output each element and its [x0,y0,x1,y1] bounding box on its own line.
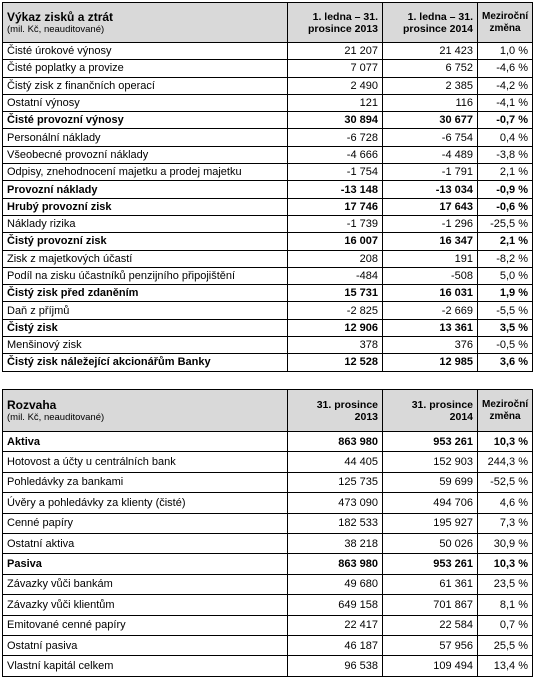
change-percent: -52,5 % [478,472,533,492]
change-percent: 244,3 % [478,452,533,472]
value-2013: 863 980 [288,554,383,574]
value-2013: 17 746 [288,198,383,215]
value-2014: -1 791 [383,164,478,181]
change-percent: 0,4 % [478,129,533,146]
value-2014: -4 489 [383,146,478,163]
balance-sheet-table [2,389,533,677]
change-percent: 2,1 % [478,164,533,181]
value-2014: 21 423 [383,43,478,60]
change-percent: 2,1 % [478,233,533,250]
table-row [3,354,533,371]
value-2014: 61 361 [383,574,478,594]
change-percent: 1,9 % [478,285,533,302]
value-2014: -508 [383,267,478,284]
value-2014: 494 706 [383,493,478,513]
value-2014: 152 903 [383,452,478,472]
value-2014: 17 643 [383,198,478,215]
row-label: Čistý zisk před zdaněním [3,285,288,302]
row-label: Závazky vůči bankám [3,574,288,594]
column-header-change: Meziroční změna [478,3,533,43]
value-2013: 208 [288,250,383,267]
table-header [3,390,533,432]
change-percent: -4,6 % [478,60,533,77]
value-2013: 2 490 [288,77,383,94]
value-2013: 30 894 [288,112,383,129]
value-2014: 16 347 [383,233,478,250]
row-label: Ostatní výnosy [3,94,288,111]
value-2013: -1 754 [288,164,383,181]
table-row [3,319,533,336]
row-label: Čisté poplatky a provize [3,60,288,77]
table-row [3,533,533,553]
change-percent: 10,3 % [478,432,533,452]
table-header [3,3,533,43]
column-header-2013: 31. prosince 2013 [288,390,383,432]
row-label: Cenné papíry [3,513,288,533]
row-label: Pasiva [3,554,288,574]
value-2013: 12 906 [288,319,383,336]
table-row [3,595,533,615]
balance-sheet-rows [3,432,533,677]
value-2013: 38 218 [288,533,383,553]
row-label: Aktiva [3,432,288,452]
table-row [3,513,533,533]
value-2014: 701 867 [383,595,478,615]
table-row [3,472,533,492]
row-label: Závazky vůči klientům [3,595,288,615]
table-row [3,181,533,198]
row-label: Podíl na zisku účastníků penzijního připojištění [3,267,288,284]
table-row [3,198,533,215]
row-label: Náklady rizika [3,215,288,232]
change-percent: -4,1 % [478,94,533,111]
row-label: Úvěry a pohledávky za klienty (čisté) [3,493,288,513]
row-label: Čistý zisk z finančních operací [3,77,288,94]
row-label: Čisté provozní výnosy [3,112,288,129]
value-2014: 50 026 [383,533,478,553]
table-row [3,43,533,60]
value-2014: 109 494 [383,656,478,676]
value-2013: 46 187 [288,635,383,655]
value-2013: 15 731 [288,285,383,302]
row-label: Emitované cenné papíry [3,615,288,635]
table-row [3,77,533,94]
change-percent: -8,2 % [478,250,533,267]
change-percent: -0,5 % [478,337,533,354]
change-percent: -0,6 % [478,198,533,215]
value-2013: 21 207 [288,43,383,60]
table-row [3,233,533,250]
change-percent: -0,7 % [478,112,533,129]
change-percent: 10,3 % [478,554,533,574]
value-2014: 12 985 [383,354,478,371]
column-header-2014: 1. ledna – 31. prosince 2014 [383,3,478,43]
value-2014: 13 361 [383,319,478,336]
row-label: Hrubý provozní zisk [3,198,288,215]
table-row [3,285,533,302]
value-2013: -2 825 [288,302,383,319]
table-row [3,94,533,111]
row-label: Ostatní aktiva [3,533,288,553]
income-statement-table [2,2,533,372]
value-2013: 12 528 [288,354,383,371]
change-percent: 3,5 % [478,319,533,336]
table-title-cell [3,390,288,432]
table-row [3,164,533,181]
value-2013: -1 739 [288,215,383,232]
table-row [3,432,533,452]
row-label: Čistý provozní zisk [3,233,288,250]
value-2014: 116 [383,94,478,111]
change-percent: 4,6 % [478,493,533,513]
table-subtitle: (mil. Kč, neauditované) [7,24,105,35]
row-label: Odpisy, znehodnocení majetku a prodej majetku [3,164,288,181]
column-header-change: Meziroční změna [478,390,533,432]
value-2013: 182 533 [288,513,383,533]
value-2014: 953 261 [383,432,478,452]
value-2014: 376 [383,337,478,354]
value-2014: 953 261 [383,554,478,574]
value-2014: 22 584 [383,615,478,635]
value-2013: 96 538 [288,656,383,676]
table-row [3,267,533,284]
row-label: Hotovost a účty u centrálních bank [3,452,288,472]
change-percent: 3,6 % [478,354,533,371]
table-row [3,337,533,354]
table-row [3,635,533,655]
value-2013: -13 148 [288,181,383,198]
value-2014: 191 [383,250,478,267]
table-row [3,112,533,129]
table-row [3,60,533,77]
table-row [3,656,533,676]
column-header-2013: 1. ledna – 31. prosince 2013 [288,3,383,43]
change-percent: -5,5 % [478,302,533,319]
change-percent: 23,5 % [478,574,533,594]
value-2014: 30 677 [383,112,478,129]
row-label: Zisk z majetkových účastí [3,250,288,267]
change-percent: -4,2 % [478,77,533,94]
row-label: Menšinový zisk [3,337,288,354]
row-label: Čisté úrokové výnosy [3,43,288,60]
value-2013: 378 [288,337,383,354]
value-2013: 49 680 [288,574,383,594]
change-percent: 13,4 % [478,656,533,676]
income-statement-rows [3,43,533,372]
table-row [3,554,533,574]
table-row [3,493,533,513]
table-row [3,250,533,267]
row-label: Vlastní kapitál celkem [3,656,288,676]
table-row [3,146,533,163]
value-2013: -484 [288,267,383,284]
change-percent: -25,5 % [478,215,533,232]
value-2013: 7 077 [288,60,383,77]
row-label: Čistý zisk [3,319,288,336]
row-label: Provozní náklady [3,181,288,198]
change-percent: 1,0 % [478,43,533,60]
value-2014: -1 296 [383,215,478,232]
row-label: Pohledávky za bankami [3,472,288,492]
value-2014: 16 031 [383,285,478,302]
value-2014: 57 956 [383,635,478,655]
value-2013: -6 728 [288,129,383,146]
row-label: Daň z příjmů [3,302,288,319]
table-title-cell [3,3,288,43]
value-2013: 22 417 [288,615,383,635]
table-row [3,615,533,635]
row-label: Čistý zisk náležející akcionářům Banky [3,354,288,371]
table-row [3,452,533,472]
value-2013: 121 [288,94,383,111]
value-2014: 2 385 [383,77,478,94]
change-percent: -3,8 % [478,146,533,163]
table-title: Rozvaha [7,398,57,412]
table-row [3,129,533,146]
table-row [3,574,533,594]
row-label: Ostatní pasiva [3,635,288,655]
table-subtitle: (mil. Kč, neauditované) [7,412,105,423]
value-2013: 863 980 [288,432,383,452]
table-row [3,215,533,232]
row-label: Personální náklady [3,129,288,146]
value-2014: -6 754 [383,129,478,146]
change-percent: 8,1 % [478,595,533,615]
value-2013: -4 666 [288,146,383,163]
value-2013: 473 090 [288,493,383,513]
change-percent: 0,7 % [478,615,533,635]
column-header-2014: 31. prosince 2014 [383,390,478,432]
value-2014: 195 927 [383,513,478,533]
value-2013: 125 735 [288,472,383,492]
value-2013: 649 158 [288,595,383,615]
change-percent: -0,9 % [478,181,533,198]
row-label: Všeobecné provozní náklady [3,146,288,163]
value-2013: 44 405 [288,452,383,472]
table-row [3,302,533,319]
change-percent: 30,9 % [478,533,533,553]
value-2014: 6 752 [383,60,478,77]
value-2014: -2 669 [383,302,478,319]
change-percent: 5,0 % [478,267,533,284]
table-title: Výkaz zisků a ztrát [7,10,114,24]
value-2014: -13 034 [383,181,478,198]
value-2013: 16 007 [288,233,383,250]
value-2014: 59 699 [383,472,478,492]
change-percent: 7,3 % [478,513,533,533]
change-percent: 25,5 % [478,635,533,655]
